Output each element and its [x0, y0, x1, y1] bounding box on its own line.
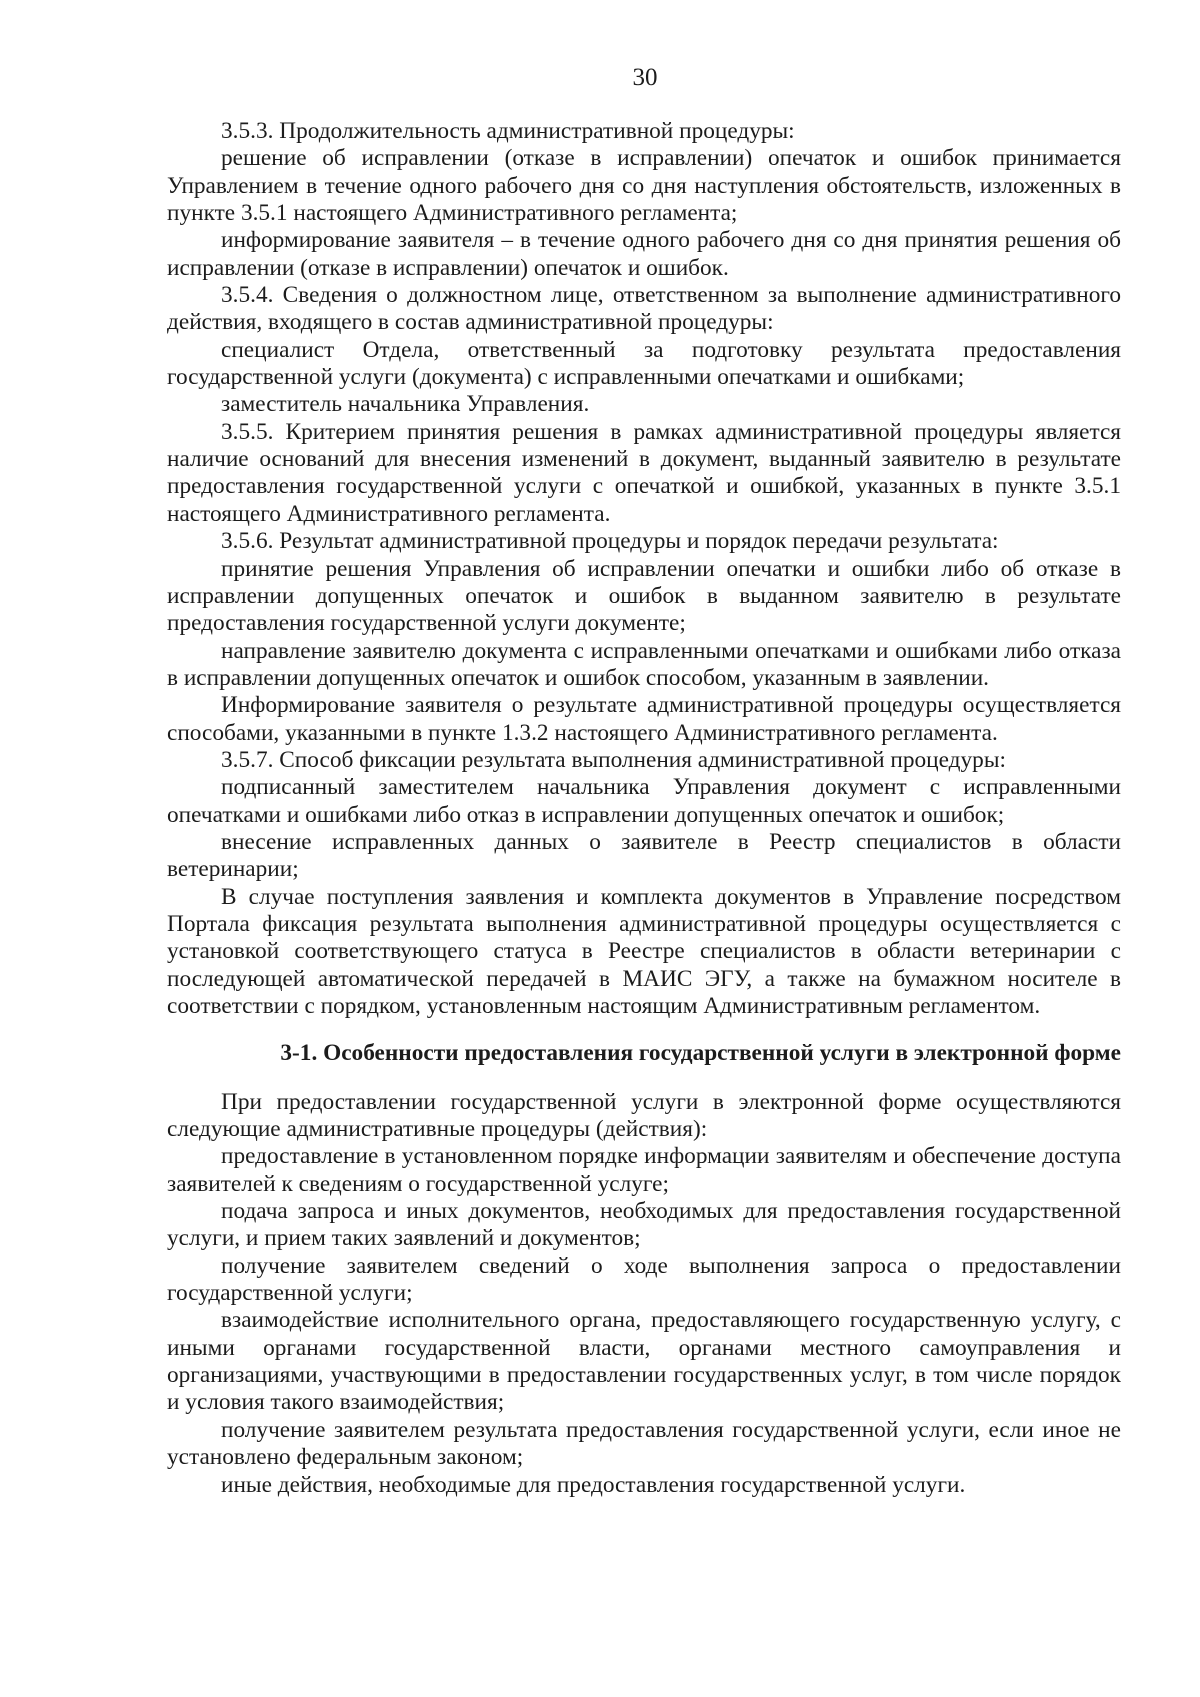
paragraph: подписанный заместителем начальника Управления документ с исправленными опечатками и ошибками либо отказ в исправлении допущенных опечаток и ошибок;: [167, 774, 1121, 828]
section-heading: 3-1. Особенности предоставления государственной услуги в электронной форме: [280, 1040, 1121, 1067]
paragraph: получение заявителем результата предоставления государственной услуги, если иное не установлено федеральным законом;: [167, 1416, 1121, 1471]
paragraph: специалист Отдела, ответственный за подготовку результата предоставления государственной услуги (документа) с исправленными опечатками и ошибками;: [167, 336, 1121, 391]
paragraph: В случае поступления заявления и комплекта документов в Управление посредством Портала фиксация результата выполнения административной процедуры осуществляется с установкой соответствующего статуса в Реестре специалистов в области ветеринарии с последующей автоматической передачей в МАИС ЭГУ, а также на бумажном носителе в соответствии с порядком, установленным настоящим Административным регламентом.: [167, 883, 1121, 1019]
paragraph: решение об исправлении (отказе в исправлении) опечаток и ошибок принимается Управлением в течение одного рабочего дня со дня наступления обстоятельств, изложенных в пункте 3.5.1 настоящего Административного регламента;: [167, 145, 1121, 227]
paragraph: принятие решения Управления об исправлении опечатки и ошибки либо об отказе в исправлении допущенных опечаток и ошибок в выданном заявителю в результате предоставления государственной услуги документе;: [167, 555, 1121, 637]
paragraph: 3.5.3. Продолжительность административной процедуры:: [221, 118, 795, 144]
paragraph: получение заявителем сведений о ходе выполнения запроса о предоставлении государственной услуги;: [167, 1252, 1121, 1307]
paragraph: направление заявителю документа с исправленными опечатками и ошибками либо отказа в исправлении допущенных опечаток и ошибок способом, указанным в заявлении.: [167, 637, 1121, 691]
paragraph: внесение исправленных данных о заявителе в Реестр специалистов в области ветеринарии;: [167, 828, 1121, 883]
paragraph: предоставление в установленном порядке информации заявителям и обеспечение доступа заявителей к сведениям о государственной услуге;: [167, 1143, 1121, 1197]
paragraph: 3.5.4. Сведения о должностном лице, ответственном за выполнение административного действия, входящего в состав административной процедуры:: [167, 282, 1121, 336]
document-body: [167, 118, 1121, 1499]
paragraph: Информирование заявителя о результате административной процедуры осуществляется способами, указанными в пункте 1.3.2 настоящего Административного регламента.: [167, 692, 1121, 746]
paragraph: иные действия, необходимые для предоставления государственной услуги.: [221, 1471, 966, 1498]
paragraph: 3.5.5. Критерием принятия решения в рамках административной процедуры является наличие оснований для внесения изменений в документ, выданный заявителю в результате предоставления государственной услуги с опечаткой и ошибкой, указанных в пункте 3.5.1 настоящего Административного регламента.: [167, 418, 1121, 527]
paragraph: При предоставлении государственной услуги в электронной форме осуществляются следующие административные процедуры (действия):: [167, 1088, 1121, 1143]
paragraph: заместитель начальника Управления.: [221, 391, 590, 418]
paragraph: 3.5.6. Результат административной процедуры и порядок передачи результата:: [221, 528, 999, 555]
paragraph: информирование заявителя – в течение одного рабочего дня со дня принятия решения об исправлении (отказе в исправлении) опечаток и ошибок.: [167, 227, 1121, 281]
paragraph: взаимодействие исполнительного органа, предоставляющего государственную услугу, с иными органами государственной власти, органами местного самоуправления и организациями, участвующими в предоставлении государственных услуг, в том числе порядок и условия такого взаимодействия;: [167, 1307, 1121, 1416]
page-number: 30: [632, 64, 658, 91]
paragraph: подача запроса и иных документов, необходимых для предоставления государственной услуги, и прием таких заявлений и документов;: [167, 1198, 1121, 1252]
paragraph: 3.5.7. Способ фиксации результата выполнения административной процедуры:: [221, 746, 1006, 773]
